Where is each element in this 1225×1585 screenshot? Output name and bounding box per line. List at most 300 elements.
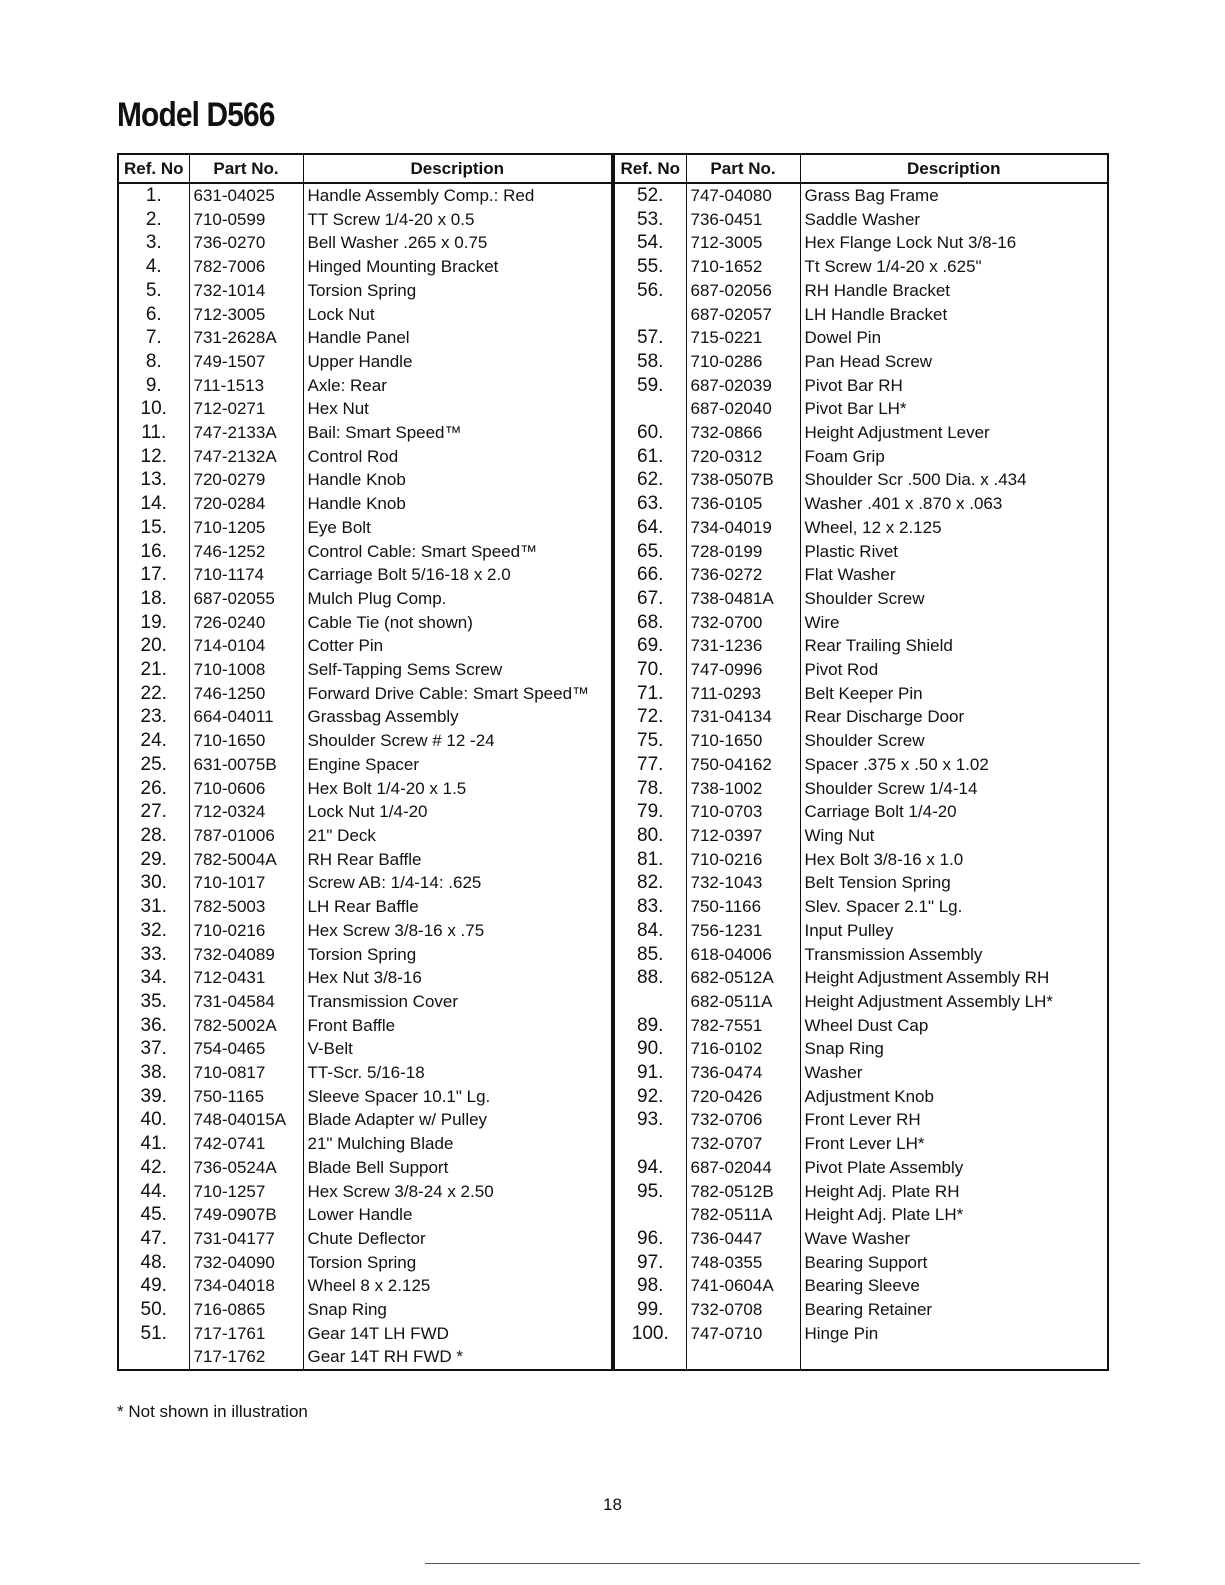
part-no-cell: 687-02056 bbox=[686, 279, 800, 303]
description-cell: Forward Drive Cable: Smart Speed™ bbox=[303, 682, 612, 706]
table-row bbox=[614, 563, 1108, 587]
ref-no-cell: 96. bbox=[614, 1227, 686, 1251]
ref-no-cell: 47. bbox=[118, 1227, 189, 1251]
description-cell: Wheel, 12 x 2.125 bbox=[800, 516, 1108, 540]
description-cell: Hex Screw 3/8-24 x 2.50 bbox=[303, 1180, 612, 1204]
table-row bbox=[614, 445, 1108, 469]
page-title: Model D566 bbox=[117, 96, 275, 134]
table-row bbox=[118, 705, 612, 729]
ref-no-cell bbox=[614, 990, 686, 1014]
table-row bbox=[118, 208, 612, 232]
part-no-cell: 710-0599 bbox=[189, 208, 303, 232]
description-cell: Torsion Spring bbox=[303, 279, 612, 303]
part-no-cell: 782-5004A bbox=[189, 848, 303, 872]
description-cell: TT-Scr. 5/16-18 bbox=[303, 1061, 612, 1085]
part-no-cell: 712-3005 bbox=[189, 303, 303, 327]
description-cell: Mulch Plug Comp. bbox=[303, 587, 612, 611]
description-cell: Wheel Dust Cap bbox=[800, 1014, 1108, 1038]
table-row bbox=[118, 255, 612, 279]
part-no-cell: 732-0866 bbox=[686, 421, 800, 445]
ref-no-cell: 10. bbox=[118, 397, 189, 421]
part-no-cell: 750-04162 bbox=[686, 753, 800, 777]
ref-no-cell: 75. bbox=[614, 729, 686, 753]
description-cell: Saddle Washer bbox=[800, 208, 1108, 232]
part-no-header: Part No. bbox=[189, 154, 303, 183]
description-cell: Gear 14T LH FWD bbox=[303, 1322, 612, 1346]
part-no-cell: 618-04006 bbox=[686, 943, 800, 967]
ref-no-cell: 21. bbox=[118, 658, 189, 682]
part-no-cell: 720-0312 bbox=[686, 445, 800, 469]
ref-no-cell: 72. bbox=[614, 705, 686, 729]
ref-no-cell: 52. bbox=[614, 183, 686, 208]
table-row bbox=[614, 1298, 1108, 1322]
table-row bbox=[118, 729, 612, 753]
ref-no-cell: 50. bbox=[118, 1298, 189, 1322]
table-row bbox=[614, 1227, 1108, 1251]
ref-no-cell: 78. bbox=[614, 777, 686, 801]
ref-no-cell: 20. bbox=[118, 634, 189, 658]
table-row bbox=[118, 1180, 612, 1204]
part-no-cell: 712-0271 bbox=[189, 397, 303, 421]
part-no-cell: 736-0451 bbox=[686, 208, 800, 232]
table-row bbox=[614, 421, 1108, 445]
ref-no-cell: 54. bbox=[614, 231, 686, 255]
table-row bbox=[614, 1251, 1108, 1275]
part-no-cell: 714-0104 bbox=[189, 634, 303, 658]
table-row bbox=[614, 231, 1108, 255]
part-no-cell: 726-0240 bbox=[189, 611, 303, 635]
ref-no-cell: 15. bbox=[118, 516, 189, 540]
ref-no-cell: 49. bbox=[118, 1274, 189, 1298]
description-cell: Input Pulley bbox=[800, 919, 1108, 943]
description-cell: Washer bbox=[800, 1061, 1108, 1085]
table-row bbox=[118, 231, 612, 255]
ref-no-cell: 35. bbox=[118, 990, 189, 1014]
table-row bbox=[614, 587, 1108, 611]
table-row bbox=[614, 943, 1108, 967]
ref-no-cell: 2. bbox=[118, 208, 189, 232]
ref-no-cell: 1. bbox=[118, 183, 189, 208]
description-cell: Flat Washer bbox=[800, 563, 1108, 587]
part-no-cell: 710-0286 bbox=[686, 350, 800, 374]
part-no-cell: 747-2132A bbox=[189, 445, 303, 469]
description-cell: Cotter Pin bbox=[303, 634, 612, 658]
part-no-cell: 747-2133A bbox=[189, 421, 303, 445]
part-no-cell: 710-1650 bbox=[189, 729, 303, 753]
ref-no-cell: 4. bbox=[118, 255, 189, 279]
ref-no-cell: 79. bbox=[614, 800, 686, 824]
ref-no-cell: 58. bbox=[614, 350, 686, 374]
table-row bbox=[118, 1037, 612, 1061]
description-cell: Shoulder Scr .500 Dia. x .434 bbox=[800, 468, 1108, 492]
description-cell: RH Rear Baffle bbox=[303, 848, 612, 872]
description-cell: Front Baffle bbox=[303, 1014, 612, 1038]
part-no-cell: 736-0270 bbox=[189, 231, 303, 255]
part-no-cell: 687-02057 bbox=[686, 303, 800, 327]
ref-no-cell: 91. bbox=[614, 1061, 686, 1085]
ref-no-cell: 61. bbox=[614, 445, 686, 469]
ref-no-cell: 44. bbox=[118, 1180, 189, 1204]
table-row bbox=[118, 183, 612, 208]
part-no-cell: 749-1507 bbox=[189, 350, 303, 374]
table-row bbox=[118, 1203, 612, 1227]
table-row bbox=[118, 824, 612, 848]
part-no-cell: 664-04011 bbox=[189, 705, 303, 729]
ref-no-header: Ref. No bbox=[118, 154, 189, 183]
table-row bbox=[614, 183, 1108, 208]
ref-no-cell: 17. bbox=[118, 563, 189, 587]
description-cell: Wheel 8 x 2.125 bbox=[303, 1274, 612, 1298]
ref-no-cell: 59. bbox=[614, 374, 686, 398]
description-cell: Belt Tension Spring bbox=[800, 871, 1108, 895]
table-row bbox=[614, 848, 1108, 872]
description-cell: Snap Ring bbox=[303, 1298, 612, 1322]
part-no-cell: 746-1250 bbox=[189, 682, 303, 706]
ref-no-cell: 60. bbox=[614, 421, 686, 445]
ref-no-cell: 90. bbox=[614, 1037, 686, 1061]
table-header-row bbox=[118, 154, 612, 183]
description-cell: Axle: Rear bbox=[303, 374, 612, 398]
ref-no-cell: 82. bbox=[614, 871, 686, 895]
ref-no-cell: 18. bbox=[118, 587, 189, 611]
table-row bbox=[614, 540, 1108, 564]
description-cell: Self-Tapping Sems Screw bbox=[303, 658, 612, 682]
part-no-cell: 749-0907B bbox=[189, 1203, 303, 1227]
table-row bbox=[118, 943, 612, 967]
description-cell: V-Belt bbox=[303, 1037, 612, 1061]
part-no-cell: 732-1014 bbox=[189, 279, 303, 303]
ref-no-cell: 69. bbox=[614, 634, 686, 658]
part-no-cell: 710-0216 bbox=[189, 919, 303, 943]
table-row bbox=[118, 1156, 612, 1180]
part-no-cell: 746-1252 bbox=[189, 540, 303, 564]
description-cell: Hinge Pin bbox=[800, 1322, 1108, 1346]
ref-no-cell: 45. bbox=[118, 1203, 189, 1227]
description-cell: Slev. Spacer 2.1" Lg. bbox=[800, 895, 1108, 919]
ref-no-cell: 34. bbox=[118, 966, 189, 990]
table-row bbox=[118, 492, 612, 516]
ref-no-cell: 29. bbox=[118, 848, 189, 872]
part-no-cell: 748-04015A bbox=[189, 1108, 303, 1132]
part-no-cell: 731-1236 bbox=[686, 634, 800, 658]
table-row bbox=[118, 777, 612, 801]
table-row bbox=[118, 303, 612, 327]
part-no-cell: 732-0700 bbox=[686, 611, 800, 635]
scan-edge-line bbox=[425, 1563, 1140, 1564]
description-cell: Rear Trailing Shield bbox=[800, 634, 1108, 658]
description-cell: Upper Handle bbox=[303, 350, 612, 374]
part-no-cell: 756-1231 bbox=[686, 919, 800, 943]
table-row bbox=[118, 397, 612, 421]
table-row bbox=[118, 468, 612, 492]
ref-no-cell: 89. bbox=[614, 1014, 686, 1038]
part-no-cell: 712-0324 bbox=[189, 800, 303, 824]
table-row bbox=[118, 658, 612, 682]
part-no-cell: 682-0511A bbox=[686, 990, 800, 1014]
part-no-cell: 710-0606 bbox=[189, 777, 303, 801]
table-row bbox=[614, 705, 1108, 729]
description-cell: Plastic Rivet bbox=[800, 540, 1108, 564]
description-cell: LH Rear Baffle bbox=[303, 895, 612, 919]
description-cell: Lock Nut bbox=[303, 303, 612, 327]
description-cell: Height Adjustment Assembly LH* bbox=[800, 990, 1108, 1014]
description-cell: Height Adj. Plate LH* bbox=[800, 1203, 1108, 1227]
table-row bbox=[614, 634, 1108, 658]
table-row bbox=[614, 279, 1108, 303]
table-row bbox=[614, 326, 1108, 350]
parts-table-left bbox=[117, 153, 613, 1371]
table-row bbox=[614, 1085, 1108, 1109]
ref-no-cell bbox=[614, 1345, 686, 1370]
table-row bbox=[614, 1014, 1108, 1038]
ref-no-cell: 95. bbox=[614, 1180, 686, 1204]
ref-no-cell: 32. bbox=[118, 919, 189, 943]
table-row bbox=[614, 397, 1108, 421]
ref-no-cell: 25. bbox=[118, 753, 189, 777]
description-cell: Control Cable: Smart Speed™ bbox=[303, 540, 612, 564]
ref-no-cell: 51. bbox=[118, 1322, 189, 1346]
description-cell: Gear 14T RH FWD * bbox=[303, 1345, 612, 1370]
table-row bbox=[614, 990, 1108, 1014]
table-row bbox=[118, 587, 612, 611]
part-no-cell: 710-0703 bbox=[686, 800, 800, 824]
description-cell: Control Rod bbox=[303, 445, 612, 469]
ref-no-cell: 83. bbox=[614, 895, 686, 919]
description-cell: Cable Tie (not shown) bbox=[303, 611, 612, 635]
table-row bbox=[118, 682, 612, 706]
part-no-cell: 782-7006 bbox=[189, 255, 303, 279]
part-no-cell: 738-1002 bbox=[686, 777, 800, 801]
description-cell: Tt Screw 1/4-20 x .625" bbox=[800, 255, 1108, 279]
part-no-cell: 631-04025 bbox=[189, 183, 303, 208]
description-cell: Pivot Bar LH* bbox=[800, 397, 1108, 421]
description-cell: Belt Keeper Pin bbox=[800, 682, 1108, 706]
table-row bbox=[118, 350, 612, 374]
part-no-cell: 748-0355 bbox=[686, 1251, 800, 1275]
description-cell: Pan Head Screw bbox=[800, 350, 1108, 374]
description-cell: RH Handle Bracket bbox=[800, 279, 1108, 303]
table-row bbox=[614, 611, 1108, 635]
description-cell: Handle Assembly Comp.: Red bbox=[303, 183, 612, 208]
ref-no-cell: 81. bbox=[614, 848, 686, 872]
part-no-cell: 732-04090 bbox=[189, 1251, 303, 1275]
table-row bbox=[614, 303, 1108, 327]
footnote: * Not shown in illustration bbox=[117, 1402, 308, 1421]
description-cell: Pivot Plate Assembly bbox=[800, 1156, 1108, 1180]
description-cell: Snap Ring bbox=[800, 1037, 1108, 1061]
ref-no-cell: 12. bbox=[118, 445, 189, 469]
table-row bbox=[118, 1274, 612, 1298]
table-row bbox=[118, 919, 612, 943]
description-cell: Lock Nut 1/4-20 bbox=[303, 800, 612, 824]
description-cell: Height Adjustment Assembly RH bbox=[800, 966, 1108, 990]
part-no-cell: 754-0465 bbox=[189, 1037, 303, 1061]
description-cell: Engine Spacer bbox=[303, 753, 612, 777]
table-row bbox=[118, 326, 612, 350]
description-cell: Front Lever LH* bbox=[800, 1132, 1108, 1156]
ref-no-cell: 8. bbox=[118, 350, 189, 374]
ref-no-cell: 16. bbox=[118, 540, 189, 564]
ref-no-cell: 42. bbox=[118, 1156, 189, 1180]
description-cell: Bearing Sleeve bbox=[800, 1274, 1108, 1298]
ref-no-cell: 41. bbox=[118, 1132, 189, 1156]
part-no-cell: 782-7551 bbox=[686, 1014, 800, 1038]
ref-no-cell: 39. bbox=[118, 1085, 189, 1109]
ref-no-cell: 23. bbox=[118, 705, 189, 729]
part-no-cell: 720-0279 bbox=[189, 468, 303, 492]
part-no-header: Part No. bbox=[686, 154, 800, 183]
description-cell: Height Adj. Plate RH bbox=[800, 1180, 1108, 1204]
table-row bbox=[614, 1132, 1108, 1156]
ref-no-cell: 92. bbox=[614, 1085, 686, 1109]
part-no-cell: 782-5003 bbox=[189, 895, 303, 919]
part-no-cell: 738-0481A bbox=[686, 587, 800, 611]
part-no-cell: 736-0105 bbox=[686, 492, 800, 516]
part-no-cell: 631-0075B bbox=[189, 753, 303, 777]
table-row bbox=[614, 374, 1108, 398]
ref-no-cell: 68. bbox=[614, 611, 686, 635]
table-row bbox=[118, 1227, 612, 1251]
table-row bbox=[614, 1108, 1108, 1132]
table-row bbox=[118, 634, 612, 658]
description-cell: Transmission Assembly bbox=[800, 943, 1108, 967]
description-cell: Bell Washer .265 x 0.75 bbox=[303, 231, 612, 255]
ref-no-cell bbox=[614, 303, 686, 327]
part-no-cell: 716-0865 bbox=[189, 1298, 303, 1322]
description-cell: Wing Nut bbox=[800, 824, 1108, 848]
description-cell: Shoulder Screw # 12 -24 bbox=[303, 729, 612, 753]
part-no-cell: 720-0426 bbox=[686, 1085, 800, 1109]
part-no-cell: 747-0710 bbox=[686, 1322, 800, 1346]
table-row bbox=[614, 682, 1108, 706]
description-cell: Hinged Mounting Bracket bbox=[303, 255, 612, 279]
description-cell: TT Screw 1/4-20 x 0.5 bbox=[303, 208, 612, 232]
description-cell: Wire bbox=[800, 611, 1108, 635]
part-no-cell: 732-0707 bbox=[686, 1132, 800, 1156]
part-no-cell: 715-0221 bbox=[686, 326, 800, 350]
description-cell: Hex Bolt 3/8-16 x 1.0 bbox=[800, 848, 1108, 872]
table-row bbox=[614, 729, 1108, 753]
ref-no-cell: 64. bbox=[614, 516, 686, 540]
part-no-cell: 782-0511A bbox=[686, 1203, 800, 1227]
ref-no-cell: 62. bbox=[614, 468, 686, 492]
table-row bbox=[614, 1061, 1108, 1085]
table-row bbox=[614, 516, 1108, 540]
description-cell: Chute Deflector bbox=[303, 1227, 612, 1251]
table-row bbox=[118, 540, 612, 564]
part-no-cell: 736-0524A bbox=[189, 1156, 303, 1180]
part-no-cell: 747-04080 bbox=[686, 183, 800, 208]
description-cell: Sleeve Spacer 10.1" Lg. bbox=[303, 1085, 612, 1109]
ref-no-cell: 38. bbox=[118, 1061, 189, 1085]
part-no-cell: 710-1174 bbox=[189, 563, 303, 587]
ref-no-cell: 63. bbox=[614, 492, 686, 516]
ref-no-cell: 6. bbox=[118, 303, 189, 327]
table-row bbox=[118, 800, 612, 824]
ref-no-cell: 11. bbox=[118, 421, 189, 445]
table-row bbox=[614, 350, 1108, 374]
table-row bbox=[118, 445, 612, 469]
description-cell: Rear Discharge Door bbox=[800, 705, 1108, 729]
table-row bbox=[118, 1251, 612, 1275]
part-no-cell: 731-04177 bbox=[189, 1227, 303, 1251]
table-row bbox=[614, 658, 1108, 682]
ref-no-cell bbox=[614, 1132, 686, 1156]
table-row bbox=[614, 777, 1108, 801]
ref-no-cell: 26. bbox=[118, 777, 189, 801]
description-cell: Bail: Smart Speed™ bbox=[303, 421, 612, 445]
description-cell: Hex Nut bbox=[303, 397, 612, 421]
part-no-cell: 712-0397 bbox=[686, 824, 800, 848]
ref-no-cell: 30. bbox=[118, 871, 189, 895]
table-row bbox=[614, 753, 1108, 777]
ref-no-cell: 9. bbox=[118, 374, 189, 398]
table-row bbox=[118, 1061, 612, 1085]
description-cell: 21" Mulching Blade bbox=[303, 1132, 612, 1156]
description-cell: Blade Bell Support bbox=[303, 1156, 612, 1180]
ref-no-cell: 93. bbox=[614, 1108, 686, 1132]
table-row bbox=[614, 255, 1108, 279]
part-no-cell: 710-0216 bbox=[686, 848, 800, 872]
table-row bbox=[614, 1345, 1108, 1370]
part-no-cell: 736-0272 bbox=[686, 563, 800, 587]
description-cell: Height Adjustment Lever bbox=[800, 421, 1108, 445]
ref-no-cell: 97. bbox=[614, 1251, 686, 1275]
ref-no-cell bbox=[614, 1203, 686, 1227]
ref-no-cell: 88. bbox=[614, 966, 686, 990]
ref-no-cell: 80. bbox=[614, 824, 686, 848]
part-no-cell: 711-0293 bbox=[686, 682, 800, 706]
part-no-cell: 711-1513 bbox=[189, 374, 303, 398]
part-no-cell: 787-01006 bbox=[189, 824, 303, 848]
part-no-cell: 717-1762 bbox=[189, 1345, 303, 1370]
table-row bbox=[118, 753, 612, 777]
description-cell: Hex Bolt 1/4-20 x 1.5 bbox=[303, 777, 612, 801]
description-cell: Screw AB: 1/4-14: .625 bbox=[303, 871, 612, 895]
table-row bbox=[118, 611, 612, 635]
table-row bbox=[118, 848, 612, 872]
part-no-cell: 710-1650 bbox=[686, 729, 800, 753]
table-row bbox=[614, 492, 1108, 516]
ref-no-cell: 100. bbox=[614, 1322, 686, 1346]
ref-no-cell: 28. bbox=[118, 824, 189, 848]
ref-no-cell: 36. bbox=[118, 1014, 189, 1038]
description-cell: Blade Adapter w/ Pulley bbox=[303, 1108, 612, 1132]
description-cell: Hex Nut 3/8-16 bbox=[303, 966, 612, 990]
ref-no-cell: 40. bbox=[118, 1108, 189, 1132]
description-cell: Torsion Spring bbox=[303, 943, 612, 967]
description-cell: Carriage Bolt 5/16-18 x 2.0 bbox=[303, 563, 612, 587]
description-cell: Pivot Rod bbox=[800, 658, 1108, 682]
table-row bbox=[118, 279, 612, 303]
part-no-cell bbox=[686, 1345, 800, 1370]
part-no-cell: 782-0512B bbox=[686, 1180, 800, 1204]
description-cell: Shoulder Screw bbox=[800, 729, 1108, 753]
table-row bbox=[118, 1345, 612, 1370]
part-no-cell: 728-0199 bbox=[686, 540, 800, 564]
description-cell: Shoulder Screw 1/4-14 bbox=[800, 777, 1108, 801]
part-no-cell: 712-0431 bbox=[189, 966, 303, 990]
part-no-cell: 731-04134 bbox=[686, 705, 800, 729]
page-number: 18 bbox=[603, 1495, 622, 1514]
ref-no-cell: 55. bbox=[614, 255, 686, 279]
part-no-cell: 738-0507B bbox=[686, 468, 800, 492]
part-no-cell: 720-0284 bbox=[189, 492, 303, 516]
description-header: Description bbox=[800, 154, 1108, 183]
part-no-cell: 731-2628A bbox=[189, 326, 303, 350]
part-no-cell: 736-0474 bbox=[686, 1061, 800, 1085]
ref-no-cell: 98. bbox=[614, 1274, 686, 1298]
